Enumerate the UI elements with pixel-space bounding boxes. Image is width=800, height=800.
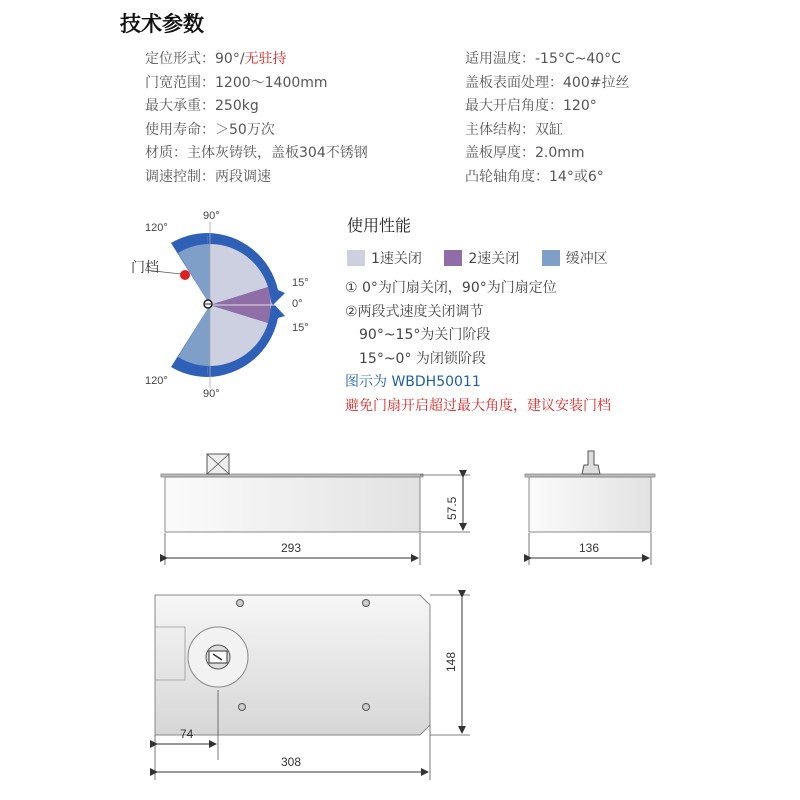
label-door-stop: 门档 <box>131 260 159 276</box>
spec-label: 凸轮轴角度： <box>465 168 549 185</box>
screw-icon <box>239 704 246 711</box>
label-120-bottom: 120° <box>145 375 168 387</box>
spec-value: 双缸 <box>535 121 563 138</box>
dim-top-offset: 74 <box>180 727 194 741</box>
spec-label: 主体结构： <box>465 121 535 138</box>
spec-value: -15°C~40°C <box>535 51 621 67</box>
end-view-drawing <box>525 451 655 565</box>
spec-value: 主体灰铸铁，盖板304不锈钢 <box>187 145 368 161</box>
spec-value: 250kg <box>215 98 259 114</box>
spec-value: 两段调速 <box>215 168 271 185</box>
legend-label: 1速关闭 <box>371 251 422 267</box>
legend-swatch <box>542 250 560 266</box>
spec-label: 定位形式： <box>145 51 215 67</box>
top-view-drawing <box>155 595 470 780</box>
door-stop-dot <box>180 270 190 280</box>
dim-top-length: 308 <box>281 755 302 769</box>
performance-title: 使用性能 <box>347 216 412 235</box>
model-note: 图示为 WBDH50011 <box>345 374 481 390</box>
legend-item-speed2 <box>444 248 519 268</box>
legend-label: 缓冲区 <box>565 251 608 267</box>
dim-side-length: 293 <box>281 541 302 555</box>
spec-label: 盖板表面处理： <box>465 74 563 91</box>
note-line: ②两段式速度关闭调节 <box>345 303 484 320</box>
legend-item-speed1 <box>347 248 422 268</box>
spec-value: 1200～1400mm <box>215 74 328 91</box>
label-120-top: 120° <box>145 222 168 234</box>
spec-label: 使用寿命： <box>145 121 215 138</box>
spec-value: 120° <box>563 98 597 114</box>
door-angle-diagram <box>131 210 309 400</box>
spec-value: 2.0mm <box>535 145 585 161</box>
legend-item-buffer <box>542 248 608 268</box>
spec-value: 14°或6° <box>549 168 604 185</box>
zone-buffer-lower <box>178 305 210 366</box>
legend-label: 2速关闭 <box>468 251 520 267</box>
screw-icon <box>237 600 244 607</box>
note-line: 90°~15°为关门阶段 <box>359 327 491 343</box>
label-15-top: 15° <box>292 277 309 289</box>
spec-label: 材质： <box>145 145 187 161</box>
note-line: ① 0°为门扇关闭，90°为门扇定位 <box>345 280 557 296</box>
label-90-top: 90° <box>203 210 220 222</box>
spec-value: 90°/ <box>215 51 245 67</box>
spec-label: 调速控制： <box>145 168 215 185</box>
page-title: 技术参数 <box>120 12 204 36</box>
spec-label: 适用温度： <box>465 51 535 67</box>
spec-value: 400#拉丝 <box>563 74 630 91</box>
spindle-end-icon <box>582 451 600 474</box>
warning-note: 避免门扇开启超过最大角度，建议安装门档 <box>345 397 611 414</box>
spec-value-highlight: 无驻持 <box>244 51 287 67</box>
legend-swatch <box>347 250 365 266</box>
spec-label: 盖板厚度： <box>465 145 535 161</box>
spec-label: 门宽范围： <box>145 74 215 91</box>
screw-icon <box>363 600 370 607</box>
dim-side-height: 57.5 <box>445 496 459 520</box>
spec-label: 最大开启角度： <box>465 98 563 114</box>
note-line: 15°~0° 为闭锁阶段 <box>359 350 486 367</box>
label-90-bottom: 90° <box>203 388 220 400</box>
label-0: 0° <box>292 298 303 310</box>
dim-top-width: 148 <box>444 651 458 672</box>
performance-notes <box>345 277 611 418</box>
side-view-drawing <box>161 454 470 565</box>
label-15-bottom: 15° <box>292 322 309 334</box>
spec-value: ＞50万次 <box>215 121 275 138</box>
legend-swatch <box>444 250 462 266</box>
spec-label: 最大承重： <box>145 98 215 114</box>
legend <box>347 248 626 270</box>
screw-icon <box>363 704 370 711</box>
dim-end-width: 136 <box>579 541 600 555</box>
